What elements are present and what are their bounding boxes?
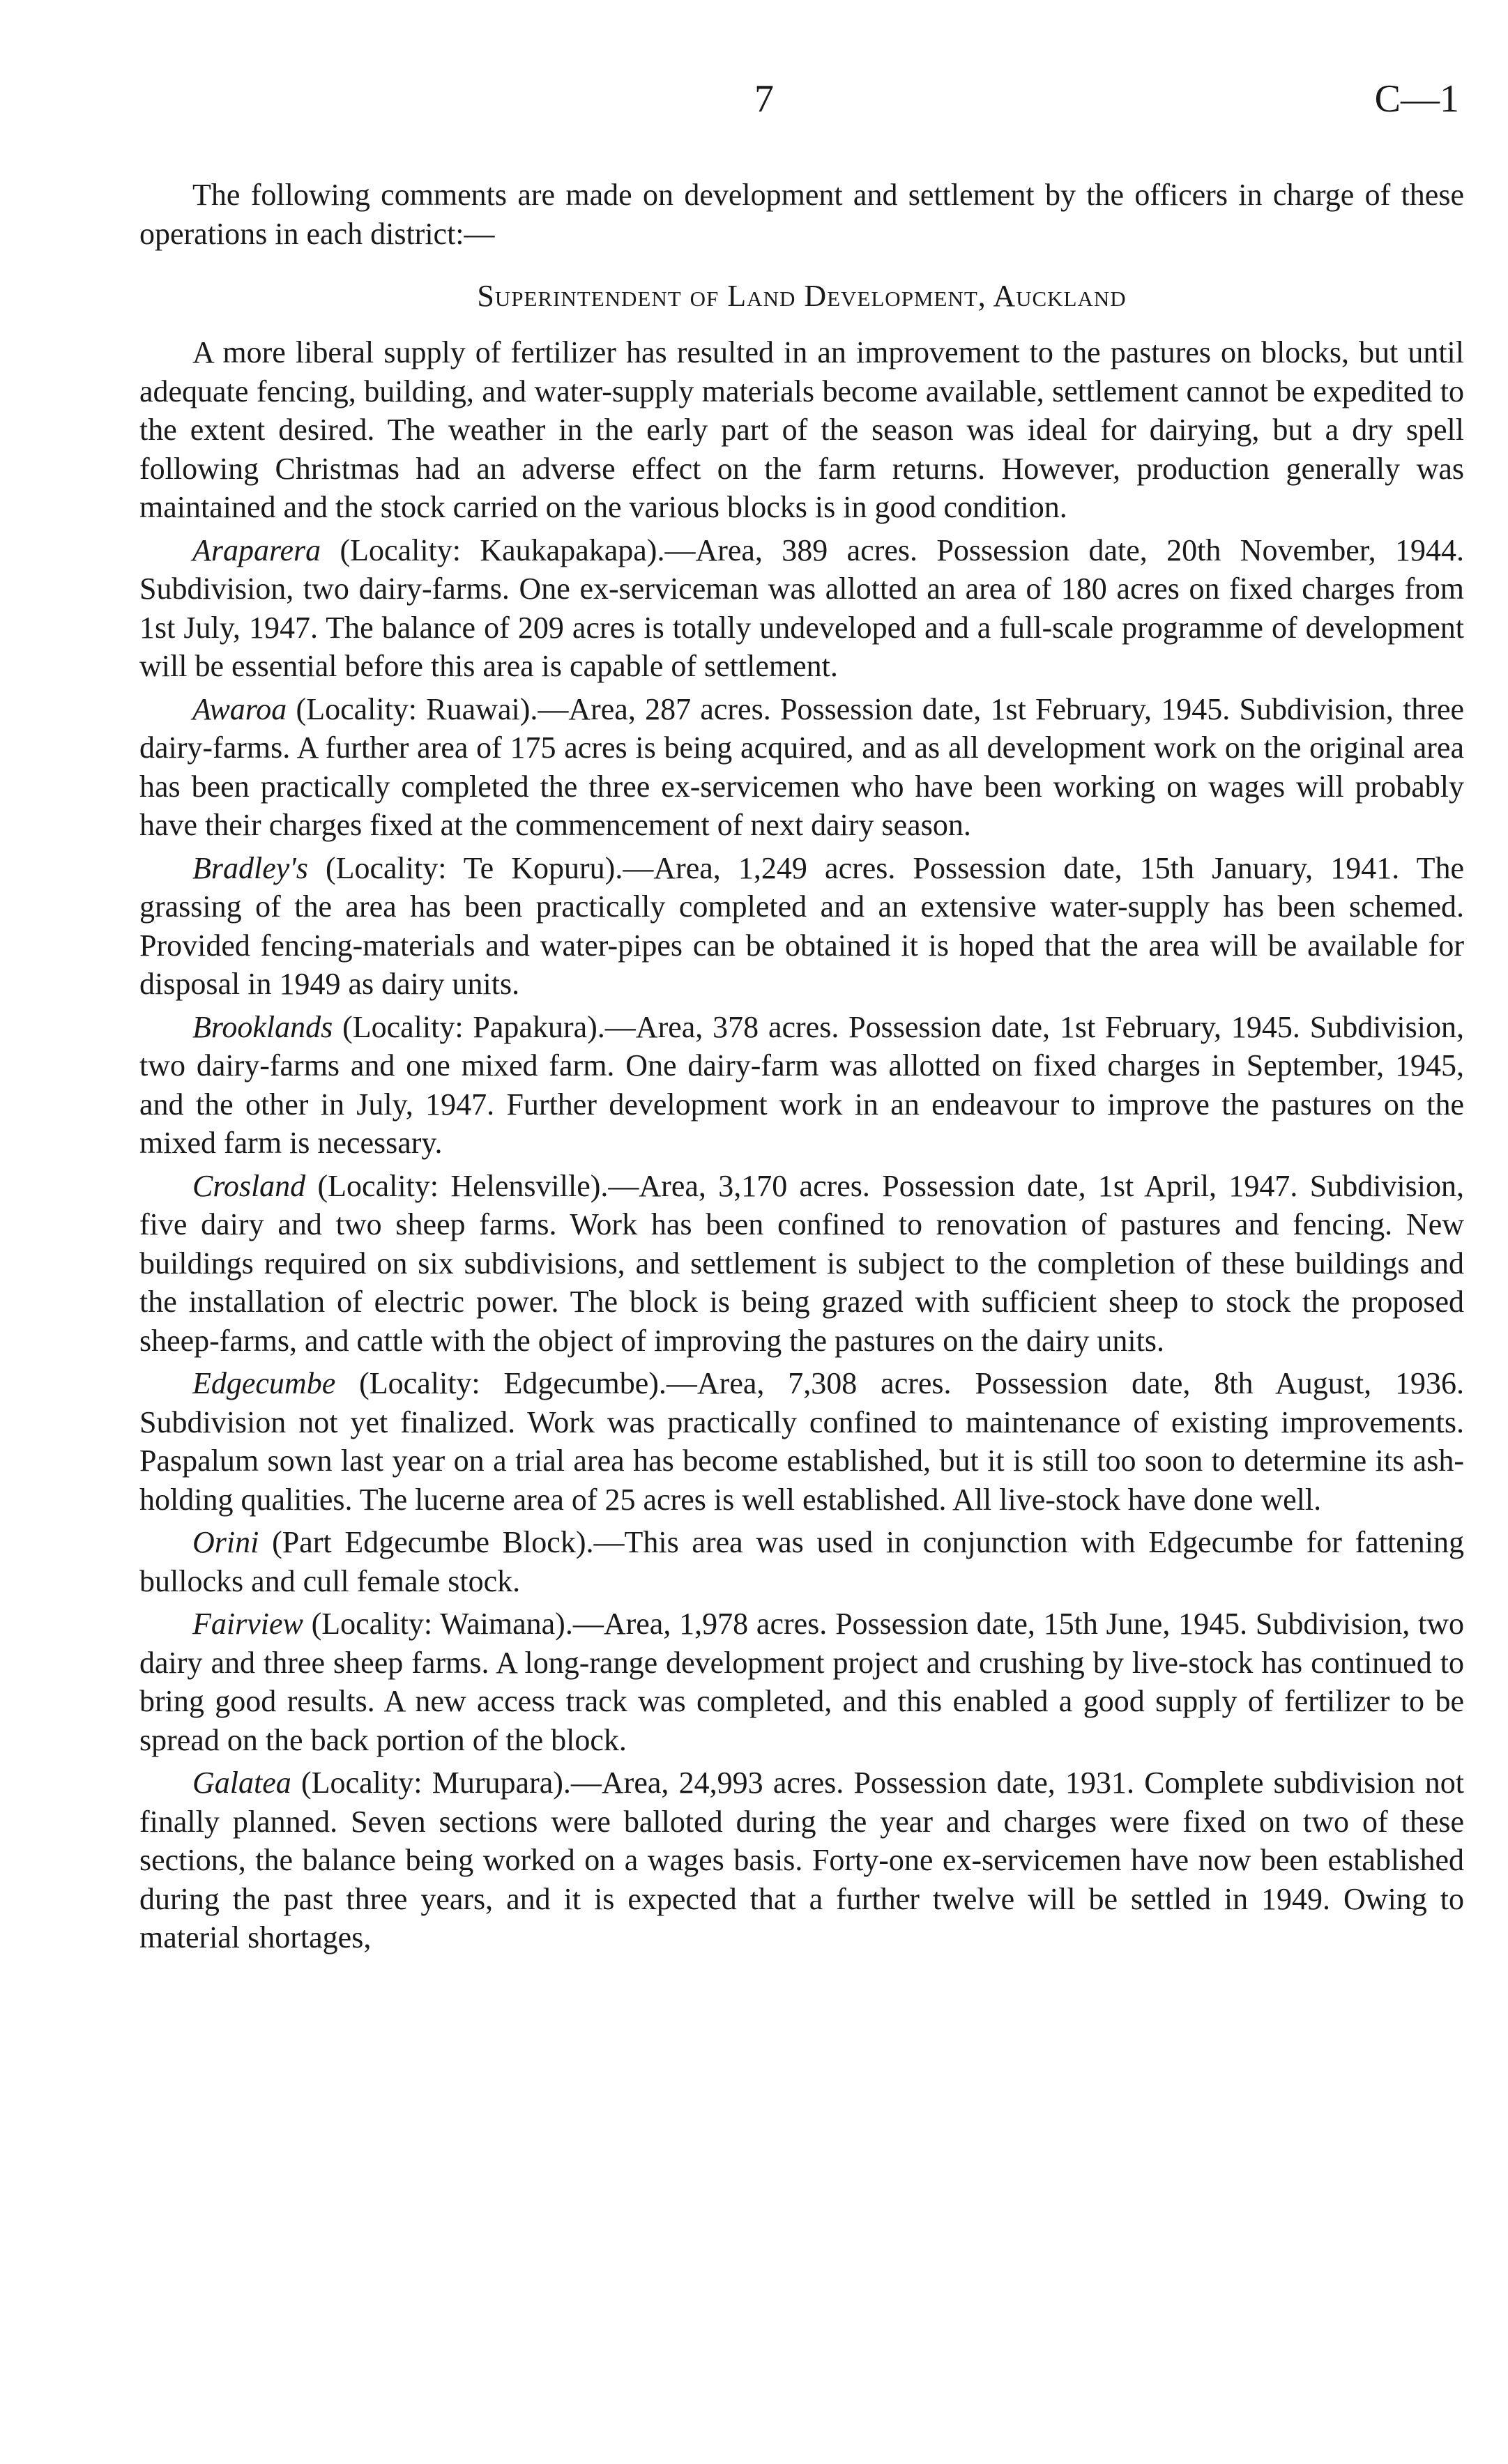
block-name: Edgecumbe (192, 1366, 336, 1400)
block-entry (139, 849, 1464, 1004)
block-entry (139, 1605, 1464, 1759)
overview-paragraph: A more liberal supply of fertilizer has resulted in an improvement to the pastures on blocks, but until adequate fencing, building, and water-supply materials become available, settlement cannot be expedited to the extent desired. The weather in the early part of the season was ideal for dairying, but a dry spell following Christmas had an adverse effect on the farm returns. However, production generally was maintained and the stock carried on the various blocks is in good condition. (139, 335, 1464, 524)
block-entry (139, 1364, 1464, 1519)
block-description: (Locality: Waimana).—Area, 1,978 acres. Possession date, 15th June, 1945. Subdivision, two dairy and three sheep farms. A long-range development project and crushing by live-stock has continued to bring good results. A new access track was completed, and this enabled a good supply of fertilizer to be spread on the back portion of the block. (139, 1607, 1464, 1757)
block-name: Araparera (192, 533, 321, 567)
block-entry (139, 1008, 1464, 1163)
block-name: Brooklands (192, 1009, 333, 1044)
block-name: Galatea (192, 1766, 291, 1800)
document-body (139, 176, 1464, 1957)
section-heading: Superintendent of Land Development, Auckland (477, 279, 1127, 313)
block-entries (139, 531, 1464, 1957)
block-description: (Locality: Edgecumbe).—Area, 7,308 acres. Possession date, 8th August, 1936. Subdivision not yet finalized. Work was practically confined to maintenance of existing improvements. Paspalum sown last year on a trial area has become established, but it is still too soon to determine its ash-holding qualities. The lucerne area of 25 acres is well established. All live-stock have done well. (139, 1366, 1464, 1517)
block-entry (139, 1763, 1464, 1957)
page-header (0, 77, 1508, 125)
block-entry (139, 1523, 1464, 1600)
block-description: (Locality: Papakura).—Area, 378 acres. Possession date, 1st February, 1945. Subdivision, two dairy-farms and one mixed farm. One dairy-farm was allotted on fixed charges in September, 1945, and the other in July, 1947. Further development work in an endeavour to improve the pastures on the mixed farm is necessary. (139, 1009, 1464, 1160)
block-description: (Locality: Kaukapakapa).—Area, 389 acres. Possession date, 20th November, 1944. Subdivision, two dairy-farms. One ex-serviceman was allotted an area of 180 acres on fixed charges from 1st July, 1947. The balance of 209 acres is totally undeveloped and a full-scale programme of development will be essential before this area is capable of settlement. (139, 533, 1464, 683)
block-description: (Locality: Ruawai).—Area, 287 acres. Possession date, 1st February, 1945. Subdivision, three dairy-farms. A further area of 175 acres is being acquired, and as all development work on the original area has been practically completed the three ex-servicemen who have been working on wages will probably have their charges fixed at the commencement of next dairy season. (139, 691, 1464, 842)
block-description: (Part Edgecumbe Block).—This area was used in conjunction with Edgecumbe for fattening bullocks and cull female stock. (139, 1525, 1464, 1598)
document-reference: C—1 (1374, 77, 1459, 121)
block-name: Fairview (192, 1607, 303, 1641)
block-name: Crosland (192, 1168, 306, 1203)
block-entry (139, 531, 1464, 686)
block-entry (139, 1167, 1464, 1361)
block-description: (Locality: Murupara).—Area, 24,993 acres. Possession date, 1931. Complete subdivision not finally planned. Seven sections were balloted during the year and charges were fixed on two of these sections, the balance being worked on a wages basis. Forty-one ex-servicemen have now been established during the past three years, and it is expected that a further twelve will be settled in 1949. Owing to material shortages, (139, 1766, 1464, 1954)
block-name: Bradley's (192, 850, 308, 885)
block-description: (Locality: Helensville).—Area, 3,170 acres. Possession date, 1st April, 1947. Subdivision, five dairy and two sheep farms. Work has been confined to renovation of pastures and fencing. New buildings required on six subdivisions, and settlement is subject to the completion of these buildings and the installation of electric power. The block is being grazed with sufficient sheep to stock the proposed sheep-farms, and cattle with the object of improving the pastures on the dairy units. (139, 1168, 1464, 1358)
block-name: Awaroa (192, 691, 287, 726)
block-description: (Locality: Te Kopuru).—Area, 1,249 acres. Possession date, 15th January, 1941. The grassing of the area has been practically completed and an extensive water-supply has been schemed. Provided fencing-materials and water-pipes can be obtained it is hoped that the area will be available for disposal in 1949 as dairy units. (139, 850, 1464, 1001)
block-entry (139, 690, 1464, 845)
block-name: Orini (192, 1525, 259, 1559)
page-number: 7 (754, 77, 774, 121)
intro-paragraph: The following comments are made on development and settlement by the officers in charge of these operations in each district:— (139, 178, 1464, 251)
